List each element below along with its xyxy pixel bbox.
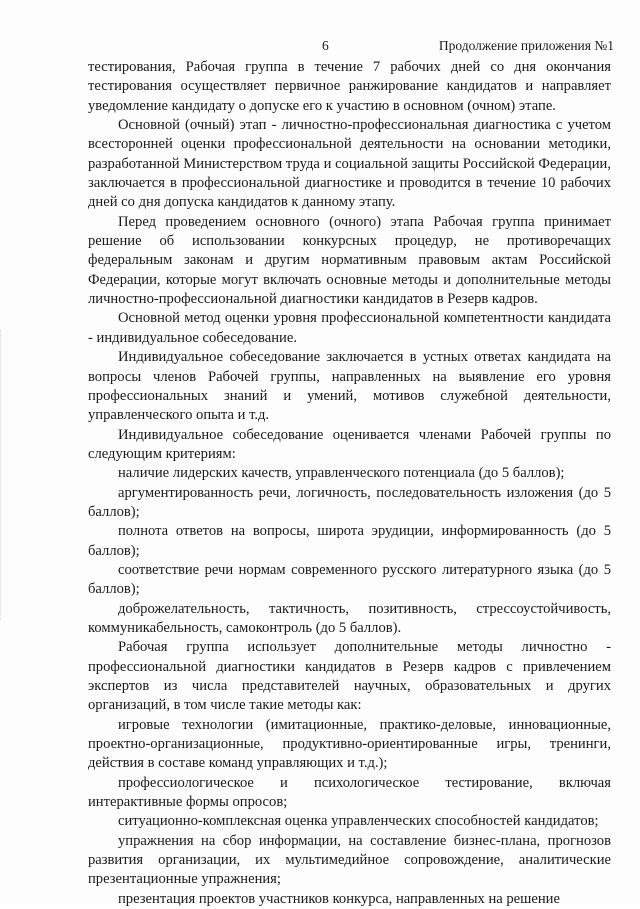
criteria-item: соответствие речи нормам современного русского литературного языка (до 5 баллов); [88, 561, 611, 598]
page-header [0, 38, 640, 56]
paragraph: Индивидуальное собеседование оценивается членами Рабочей группы по следующим критериям: [88, 426, 611, 462]
criteria-item: доброжелательность, тактичность, позитивность, стрессоустойчивость, коммуникабельность, самоконтроль (до 5 баллов). [88, 600, 611, 636]
paragraph: Основной метод оценки уровня профессиональной компетентности кандидата - индивидуальное собеседование. [88, 310, 611, 346]
method-item: упражнения на сбор информации, на составление бизнес-плана, прогнозов развития организации, их мультимедийное сопровождение, аналитические презентационные упражнения; [88, 832, 611, 888]
criteria-item: полнота ответов на вопросы, широта эрудиции, информированность (до 5 баллов); [88, 523, 611, 559]
paragraph: Рабочая группа использует дополнительные методы личностно - профессиональной диагностики кандидатов в Резерв кадров с привлечением экспертов из числа представителей научных, образовательных и других организаций, в том числе такие методы как: [88, 639, 611, 714]
paragraph: Перед проведением основного (очного) этапа Рабочая группа принимает решение об использовании конкурсных процедур, не противоречащих федеральным законам и другим нормативным правовым актам Российской Федерации, которые могут включать основные методы и дополнительные методы личностно-профессиональной диагностики кандидатов в Резерв кадров. [88, 213, 611, 308]
document-body [88, 58, 611, 909]
paragraph: тестирования, Рабочая группа в течение 7 рабочих дней со дня окончания тестирования осуществляет первичное ранжирование кандидатов и направляет уведомление кандидату о допуске его к участию в основном (очном) этапе. [88, 59, 611, 114]
method-item: профессиологическое и психологическое тестирование, включая интерактивные формы опросов; [88, 774, 611, 811]
method-item: игровые технологии (имитационные, практико-деловые, инновационные, проектно-организационные, продуктивно-ориентированные игры, тренинги, действия в составе команд управляющих и т.д.); [88, 716, 611, 772]
criteria-item: аргументированность речи, логичность, последовательность изложения (до 5 баллов); [88, 484, 611, 520]
paragraph: Индивидуальное собеседование заключается в устных ответах кандидата на вопросы членов Рабочей группы, направленных на выявление его уровня профессиональных знаний и умений, мотивов служебной деятельности, управленческого опыта и т.д. [88, 349, 611, 424]
paragraph: Основной (очный) этап - личностно-профессиональная диагностика с учетом всесторонней оценки профессиональной деятельности на основании методики, разработанной Министерством труда и социальной защиты Российской Федерации, заключается в профессиональной диагностике и проводится в течение 10 рабочих дней со дня допуска кандидатов к данному этапу. [88, 117, 611, 211]
page-number: 6 [322, 38, 329, 53]
method-item: презентация проектов участников конкурса, направленных на решение [118, 890, 560, 907]
appendix-continuation-note: Продолжение приложения №1 [438, 38, 614, 53]
scan-margin-mark [0, 330, 7, 620]
criteria-item: наличие лидерских качеств, управленческого потенциала (до 5 баллов); [118, 465, 565, 482]
method-item: ситуационно-комплексная оценка управленческих способностей кандидатов; [118, 813, 599, 830]
